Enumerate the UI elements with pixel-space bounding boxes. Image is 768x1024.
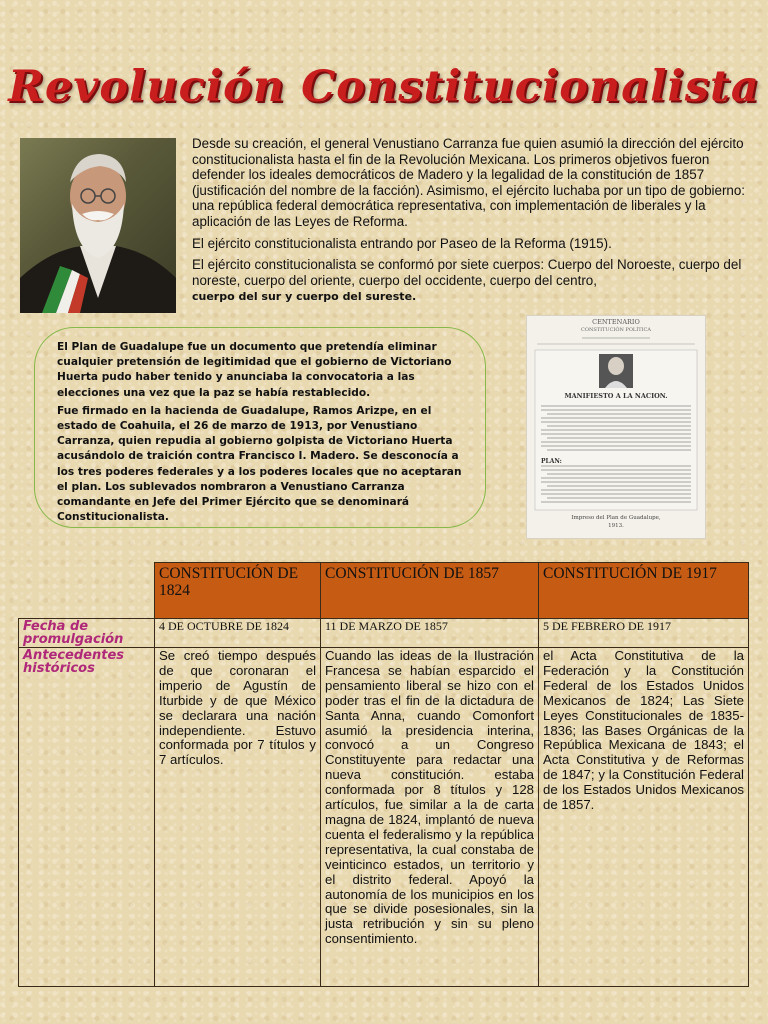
doc-header2: CONSTITUCIÓN POLÍTICA xyxy=(581,327,651,333)
doc-caption xyxy=(527,514,705,530)
date-1824: 4 DE OCTUBRE DE 1824 xyxy=(155,619,321,648)
plan-guadalupe-box xyxy=(34,327,486,528)
plan-paragraph: Fue firmado en la hacienda de Guadalupe, Ramos Arizpe, en el estado de Coahuila, el 26 de marzo de 1913, por Venustiano Carranza, quien repudia al gobierno golpista de Victoriano Huerta acusándolo de traición contra Francisco I. Madero. Se desconocía a los tres poderes federales y a los poderes locales que no aceptaran el plan. Los sublevados nombraron a Venustiano Carranza comandante en Jefe del Primer Ejército que se denominará Constitucionalista. xyxy=(57,404,462,524)
carranza-portrait xyxy=(20,138,176,313)
doc-heading: MANIFIESTO A LA NACION. xyxy=(564,392,668,400)
constitutions-table xyxy=(18,562,749,987)
intro-army-text: El ejército constitucionalista se conformó por siete cuerpos: Cuerpo del Noroeste, cuerpo del noreste, cuerpo del oriente, cuerpo del occidente, cuerpo del centro, xyxy=(192,257,742,288)
antecedentes-1824: Se creó tiempo después de que coronaran el imperio de Agustín de Iturbide y de que México se declarara una nación independiente. Estuvo conformada por 7 títulos y 7 artículos. xyxy=(155,648,321,987)
page-title: Revolución Constitucionalista xyxy=(8,62,760,112)
table-row-antecedentes xyxy=(19,648,749,987)
plan-paragraph: El Plan de Guadalupe fue un documento que pretendía eliminar cualquier pretensión de legitimidad que el gobierno de Victoriano Huerta pudo haber tenido y anunciaba la convocatoria a las elecciones una vez que la paz se había restablecido. xyxy=(57,341,452,399)
intro-paragraph: Desde su creación, el general Venustiano Carranza fue quien asumió la dirección del ejército constitucionalista hasta el fin de la Revolución Mexicana. Los primeros objetivos fueron defender los ideales democráticos de Madero y la legalidad de la constitución de 1857 (justificación del nombre de la facción). Asimismo, el ejército luchaba por un tipo de gobierno: una república federal democrática representativa, con implementación de liberales y la aplicación de las Leyes de Reforma. xyxy=(192,136,746,229)
antecedentes-1917: el Acta Constitutiva de la Federación y la Constitución Federal de los Estados Unidos Mexicanos de 1824; Las Siete Leyes Constitucionales de 1835-1836; las Bases Orgánicas de la República Mexicana de 1843; el Acta Constitutiva y de Reformas de 1847; y la Constitución Federal de los Estados Unidos Mexicanos de 1857. xyxy=(539,648,749,987)
doc-header1: CENTENARIO xyxy=(592,318,640,326)
row-label-antecedentes: Antecedentes históricos xyxy=(19,648,155,987)
table-row-dates xyxy=(19,619,749,648)
doc-plan-label: PLAN: xyxy=(541,458,562,465)
row-label-fecha: Fecha de promulgación xyxy=(19,619,155,648)
table-header-1857: CONSTITUCIÓN DE 1857 xyxy=(321,563,539,619)
doc-caption-line1: Impreso del Plan de Guadalupe, xyxy=(571,515,661,521)
table-header-1824: CONSTITUCIÓN DE 1824 xyxy=(155,563,321,619)
doc-caption-line2: 1913. xyxy=(608,523,624,529)
table-header-row xyxy=(19,563,749,619)
antecedentes-1857: Cuando las ideas de la Ilustración Francesa se habían esparcido el pensamiento liberal se hizo con el poder tras el fin de la dictadura de Santa Anna, cuando Comonfort asumió la presidencia interina, convocó a un Congreso Constituyente para redactar una nueva constitución. estaba conformada por 8 títulos y 128 artículos, fue similar a la de carta magna de 1824, implantó de nueva cuenta el federalismo y la república representativa, la cual constaba de veinticinco estados, un territorio y el distrito federal. Apoyó la autonomía de los municipios en los que se divide posesionales, sin la justa retribución y sin su pleno consentimiento. xyxy=(321,648,539,987)
table-header-1917: CONSTITUCIÓN DE 1917 xyxy=(539,563,749,619)
table-corner-cell xyxy=(19,563,155,619)
date-1917: 5 DE FEBRERO DE 1917 xyxy=(539,619,749,648)
intro-paragraph-army xyxy=(192,257,748,305)
plan-guadalupe-document-image xyxy=(527,316,705,538)
intro-caption: El ejército constitucionalista entrando por Paseo de la Reforma (1915). xyxy=(192,235,612,251)
intro-text xyxy=(192,136,748,311)
date-1857: 11 DE MARZO DE 1857 xyxy=(321,619,539,648)
intro-army-text-small: cuerpo del sur y cuerpo del sureste. xyxy=(192,290,417,304)
